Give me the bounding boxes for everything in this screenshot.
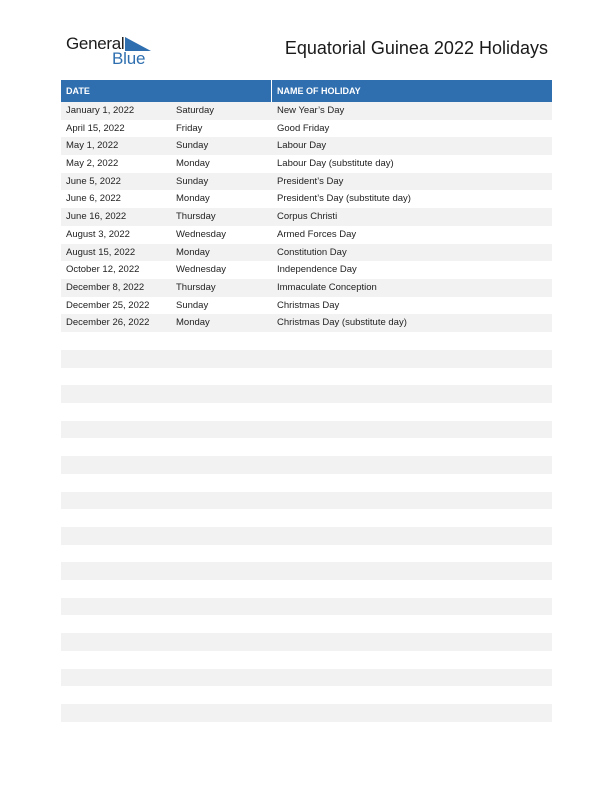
empty-row [61, 456, 552, 474]
cell-date: June 16, 2022 [66, 211, 127, 223]
cell-day: Sunday [176, 299, 209, 311]
cell-holiday: President’s Day [277, 175, 344, 187]
cell-holiday: President’s Day (substitute day) [277, 193, 411, 205]
cell-day: Monday [176, 317, 210, 329]
empty-row [61, 492, 552, 510]
cell-holiday: Labour Day [277, 140, 327, 152]
cell-holiday: Christmas Day (substitute day) [277, 317, 407, 329]
cell-holiday: New Year’s Day [277, 105, 345, 116]
page-title: Equatorial Guinea 2022 Holidays [284, 38, 548, 58]
cell-date: January 1, 2022 [66, 105, 135, 116]
cell-date: December 8, 2022 [66, 281, 145, 293]
holiday-table [61, 80, 552, 332]
cell-holiday: Corpus Christi [277, 211, 338, 223]
empty-row [61, 598, 552, 616]
table-body [61, 102, 552, 332]
empty-row [61, 350, 552, 368]
cell-holiday: Good Friday [277, 122, 330, 134]
empty-row [61, 562, 552, 580]
cell-date: April 15, 2022 [66, 122, 125, 134]
cell-date: August 3, 2022 [66, 228, 130, 240]
cell-day: Sunday [176, 140, 209, 152]
cell-holiday: Constitution Day [277, 246, 347, 258]
cell-day: Monday [176, 158, 210, 170]
empty-row [61, 633, 552, 651]
cell-date: June 5, 2022 [66, 175, 121, 187]
empty-row [61, 421, 552, 439]
table-row [61, 155, 552, 173]
table-row [61, 314, 552, 332]
cell-holiday: Immaculate Conception [277, 281, 377, 293]
cell-date: May 1, 2022 [66, 140, 119, 152]
cell-date: October 12, 2022 [66, 264, 140, 276]
table-row [61, 190, 552, 208]
table-row [61, 226, 552, 244]
table-row [61, 279, 552, 297]
table-row [61, 244, 552, 262]
cell-day: Monday [176, 246, 210, 258]
cell-day: Thursday [176, 211, 216, 223]
table-row [61, 173, 552, 191]
table-row [61, 120, 552, 138]
cell-date: May 2, 2022 [66, 158, 119, 170]
generalblue-logo [66, 34, 156, 68]
cell-date: December 26, 2022 [66, 317, 150, 329]
empty-row [61, 385, 552, 403]
cell-day: Friday [176, 122, 203, 134]
cell-date: August 15, 2022 [66, 246, 136, 258]
cell-day: Wednesday [176, 228, 226, 240]
table-header [61, 80, 552, 102]
header-divider [271, 80, 272, 102]
cell-date: June 6, 2022 [66, 193, 121, 205]
logo-text-blue: Blue [112, 49, 146, 68]
table-row [61, 297, 552, 315]
cell-day: Saturday [176, 105, 215, 116]
header-date: DATE [66, 86, 90, 96]
logo-text-general: General [66, 34, 125, 53]
cell-day: Monday [176, 193, 210, 205]
table-row [61, 102, 552, 120]
table-row [61, 261, 552, 279]
cell-holiday: Independence Day [277, 264, 357, 276]
empty-row [61, 527, 552, 545]
cell-holiday: Labour Day (substitute day) [277, 158, 394, 170]
cell-holiday: Christmas Day [277, 299, 340, 311]
cell-day: Thursday [176, 281, 216, 293]
empty-row [61, 669, 552, 687]
table-row [61, 137, 552, 155]
empty-row [61, 704, 552, 722]
cell-holiday: Armed Forces Day [277, 228, 357, 240]
header-holiday: NAME OF HOLIDAY [277, 86, 361, 96]
cell-day: Sunday [176, 175, 209, 187]
table-row [61, 208, 552, 226]
cell-date: December 25, 2022 [66, 299, 150, 311]
cell-day: Wednesday [176, 264, 226, 276]
